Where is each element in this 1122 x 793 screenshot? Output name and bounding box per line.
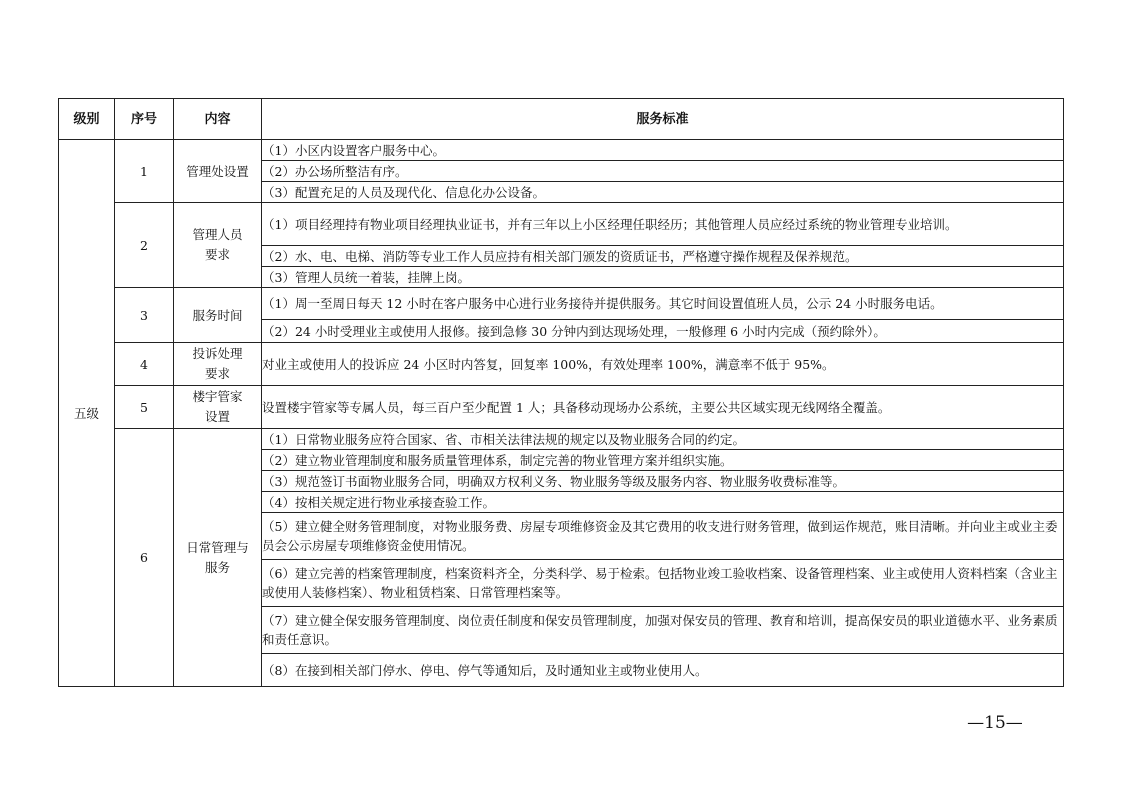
number-cell: 2 bbox=[115, 203, 174, 288]
content-cell: 服务时间 bbox=[174, 288, 262, 343]
level-cell: 五级 bbox=[59, 140, 115, 687]
standard-item: （2）建立物业管理制度和服务质量管理体系，制定完善的物业管理方案并组织实施。 bbox=[262, 450, 1064, 471]
standard-item: （8）在接到相关部门停水、停电、停气等通知后，及时通知业主或物业使用人。 bbox=[262, 654, 1064, 687]
standard-item: 对业主或使用人的投诉应 24 小区时内答复，回复率 100%，有效处理率 100%，满意率不低于 95%。 bbox=[262, 343, 1064, 386]
standard-item: （1）项目经理持有物业项目经理执业证书，并有三年以上小区经理任职经历；其他管理人员应经过系统的物业管理专业培训。 bbox=[262, 203, 1064, 246]
content-cell bbox=[174, 386, 262, 429]
number-cell: 4 bbox=[115, 343, 174, 386]
content-cell bbox=[174, 429, 262, 687]
content-cell bbox=[174, 343, 262, 386]
standard-item: （2）24 小时受理业主或使用人报修。接到急修 30 分钟内到达现场处理，一般修理 6 小时内完成（预约除外）。 bbox=[262, 320, 1064, 343]
table-header-row bbox=[59, 99, 1064, 140]
number-cell: 3 bbox=[115, 288, 174, 343]
content-text: 楼宇管家设置 bbox=[192, 389, 243, 424]
standard-item: （3）配置充足的人员及现代化、信息化办公设备。 bbox=[262, 182, 1064, 203]
table-row bbox=[59, 429, 1064, 450]
table-row bbox=[59, 203, 1064, 246]
content-cell: 管理处设置 bbox=[174, 140, 262, 203]
standard-item: （1）日常物业服务应符合国家、省、市相关法律法规的规定以及物业服务合同的约定。 bbox=[262, 429, 1064, 450]
header-standard: 服务标准 bbox=[262, 99, 1064, 140]
content-text: 日常管理与服务 bbox=[186, 539, 249, 575]
standard-item: 设置楼宇管家等专属人员，每三百户至少配置 1 人；具备移动现场办公系统，主要公共区域实现无线网络全覆盖。 bbox=[262, 386, 1064, 429]
standard-item: （5）建立健全财务管理制度，对物业服务费、房屋专项维修资金及其它费用的收支进行财务管理，做到运作规范，账目清晰。并向业主或业主委员会公示房屋专项维修资金使用情况。 bbox=[262, 513, 1064, 560]
standard-item: （6）建立完善的档案管理制度，档案资料齐全，分类科学、易于检索。包括物业竣工验收档案、设备管理档案、业主或使用人资料档案（含业主或使用人装修档案）、物业租赁档案、日常管理档案等。 bbox=[262, 560, 1064, 607]
header-level: 级别 bbox=[59, 99, 115, 140]
standard-item: （2）水、电、电梯、消防等专业工作人员应持有相关部门颁发的资质证书，严格遵守操作规程及保养规范。 bbox=[262, 246, 1064, 267]
content-text: 管理人员要求 bbox=[192, 227, 243, 262]
standard-item: （7）建立健全保安服务管理制度、岗位责任制度和保安员管理制度，加强对保安员的管理、教育和培训，提高保安员的职业道德水平、业务素质和责任意识。 bbox=[262, 607, 1064, 654]
standard-item: （1）小区内设置客户服务中心。 bbox=[262, 140, 1064, 161]
number-cell: 5 bbox=[115, 386, 174, 429]
standard-item: （3）规范签订书面物业服务合同，明确双方权利义务、物业服务等级及服务内容、物业服务收费标准等。 bbox=[262, 471, 1064, 492]
content-cell bbox=[174, 203, 262, 288]
standard-item: （4）按相关规定进行物业承接查验工作。 bbox=[262, 492, 1064, 513]
standard-item: （2）办公场所整洁有序。 bbox=[262, 161, 1064, 182]
header-content: 内容 bbox=[174, 99, 262, 140]
header-number: 序号 bbox=[115, 99, 174, 140]
table-row bbox=[59, 386, 1064, 429]
table-row bbox=[59, 288, 1064, 320]
standard-item: （3）管理人员统一着装，挂牌上岗。 bbox=[262, 267, 1064, 288]
table-row bbox=[59, 140, 1064, 161]
content-text: 投诉处理要求 bbox=[192, 346, 243, 381]
page-number: —15— bbox=[967, 713, 1023, 733]
number-cell: 1 bbox=[115, 140, 174, 203]
service-standard-table bbox=[58, 98, 1064, 687]
table-row bbox=[59, 343, 1064, 386]
standard-item: （1）周一至周日每天 12 小时在客户服务中心进行业务接待并提供服务。其它时间设置值班人员，公示 24 小时服务电话。 bbox=[262, 288, 1064, 320]
number-cell: 6 bbox=[115, 429, 174, 687]
